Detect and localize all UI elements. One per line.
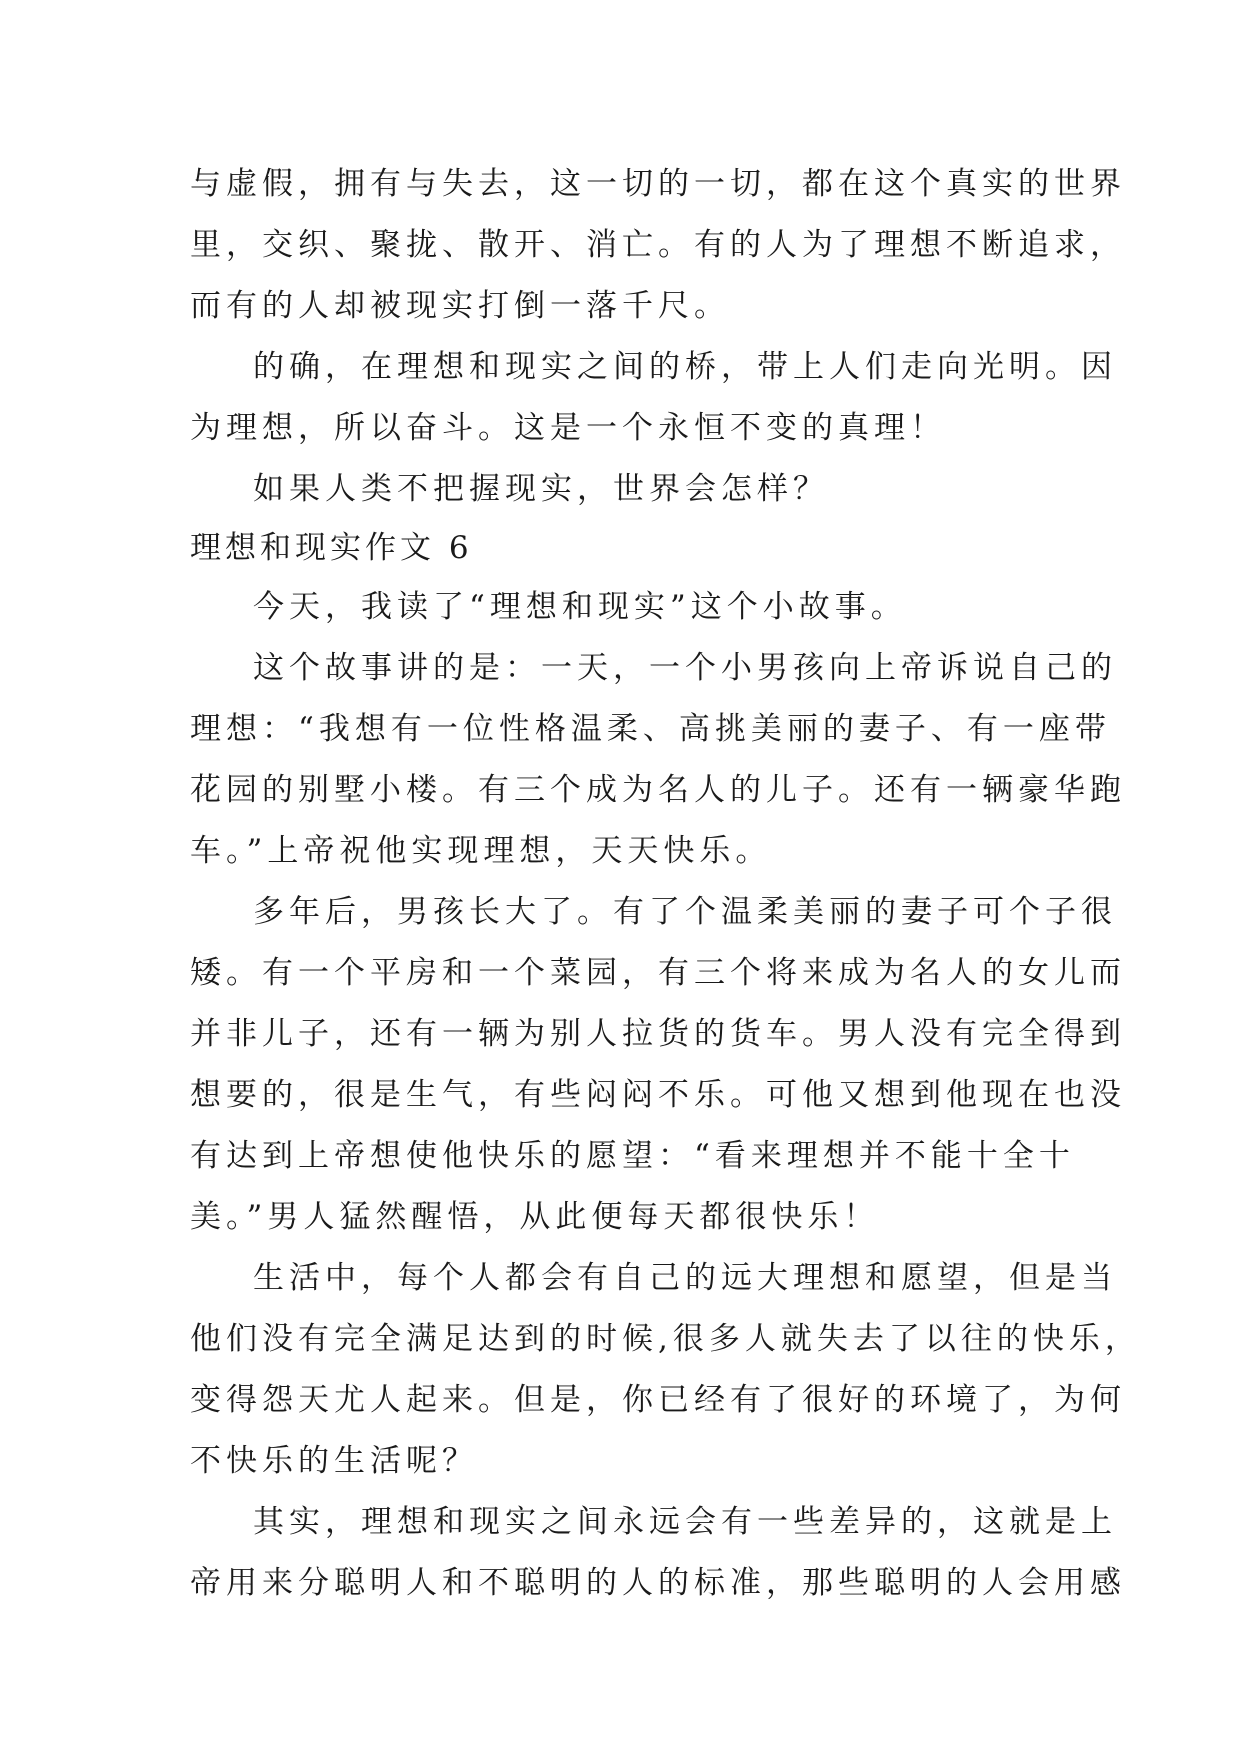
text-line: 里，交织、聚拢、散开、消亡。有的人为了理想不断追求，	[190, 227, 1126, 263]
text-line: 并非儿子，还有一辆为别人拉货的货车。男人没有完全得到	[190, 1016, 1126, 1052]
paragraph-first-line: 今天，我读了“理想和现实”这个小故事。	[253, 589, 907, 625]
text-line: 花园的别墅小楼。有三个成为名人的儿子。还有一辆豪华跑	[190, 772, 1126, 808]
text-line: 美。”男人猛然醒悟，从此便每天都很快乐！	[190, 1199, 880, 1235]
paragraph-first-line: 的确，在理想和现实之间的桥，带上人们走向光明。因	[253, 349, 1117, 385]
text-line: 车。”上帝祝他实现理想，天天快乐。	[190, 833, 772, 869]
paragraph-first-line: 如果人类不把握现实，世界会怎样？	[253, 471, 829, 507]
text-line: 不快乐的生活呢？	[190, 1443, 478, 1479]
text-line: 想要的，很是生气，有些闷闷不乐。可他又想到他现在也没	[190, 1077, 1126, 1113]
text-line: 帝用来分聪明人和不聪明的人的标准，那些聪明的人会用感	[190, 1565, 1126, 1601]
section-heading: 理想和现实作文 6	[190, 530, 473, 566]
text-line: 他们没有完全满足达到的时候,很多人就失去了以往的快乐，	[190, 1321, 1141, 1357]
text-line: 变得怨天尤人起来。但是，你已经有了很好的环境了，为何	[190, 1382, 1126, 1418]
text-line: 而有的人却被现实打倒一落千尺。	[190, 288, 730, 324]
text-line: 为理想，所以奋斗。这是一个永恒不变的真理！	[190, 410, 946, 446]
paragraph-first-line: 其实，理想和现实之间永远会有一些差异的，这就是上	[253, 1504, 1117, 1540]
text-line: 矮。有一个平房和一个菜园，有三个将来成为名人的女儿而	[190, 955, 1126, 991]
paragraph-first-line: 多年后，男孩长大了。有了个温柔美丽的妻子可个子很	[253, 894, 1117, 930]
paragraph-first-line: 生活中，每个人都会有自己的远大理想和愿望，但是当	[253, 1260, 1117, 1296]
text-line: 有达到上帝想使他快乐的愿望：“看来理想并不能十全十	[190, 1138, 1075, 1174]
paragraph-first-line: 这个故事讲的是：一天，一个小男孩向上帝诉说自己的	[253, 650, 1117, 686]
text-line: 理想：“我想有一位性格温柔、高挑美丽的妻子、有一座带	[190, 711, 1111, 747]
text-line: 与虚假，拥有与失去，这一切的一切，都在这个真实的世界	[190, 166, 1126, 202]
